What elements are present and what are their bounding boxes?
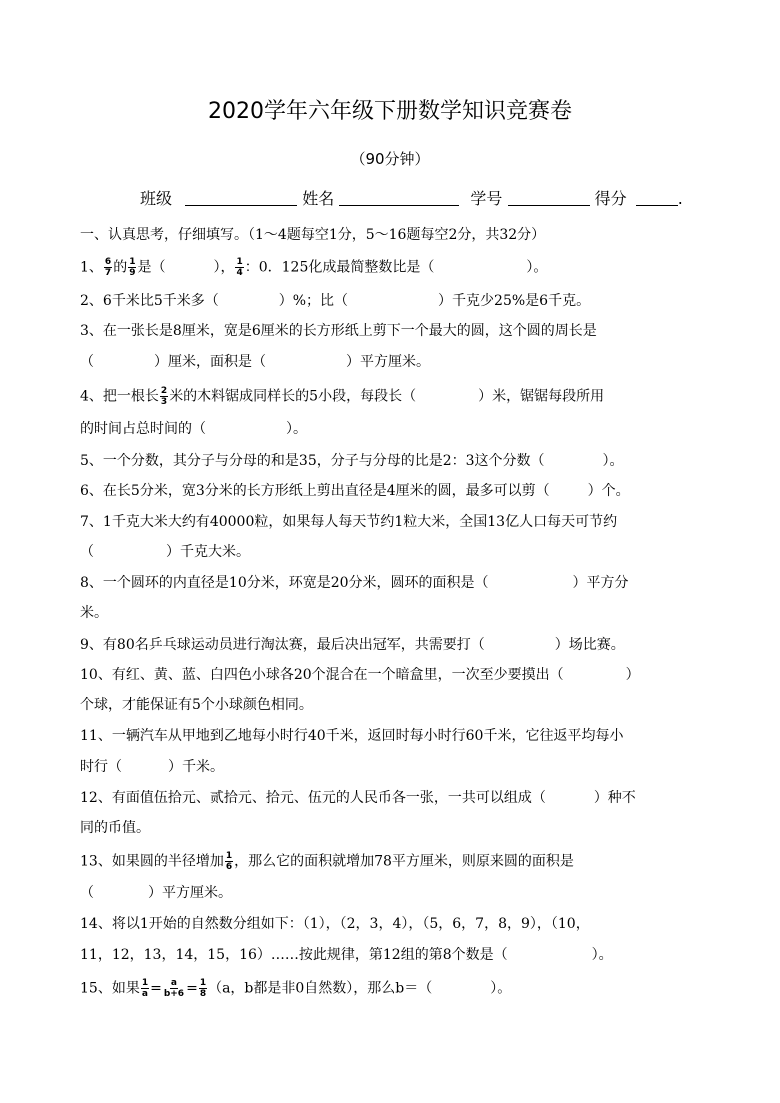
- question-10-text: 10、有红、黄、蓝、白四色小球各20个混合在一个暗盒里，一次至少要摸出（: [80, 667, 564, 683]
- question-13-text: （: [80, 885, 94, 901]
- question-11: 11、一辆汽车从甲地到乙地每小时行40千米，返回时每小时行60千米，它往返平均每小: [80, 728, 624, 744]
- question-10: [80, 666, 640, 684]
- question-13-text: ，那么它的面积就增加78平方厘米，则原来圆的面积是: [234, 853, 574, 870]
- question-1-text: ：0．125化成最简整数比是（: [244, 259, 435, 276]
- fraction-1-a: $\frac{1}{a}$: [141, 978, 149, 999]
- question-1-number: 1、: [80, 259, 103, 276]
- question-6-text: 6、在长5分米，宽3分米的长方形纸上剪出直径是4厘米的圆，最多可以剪（: [80, 483, 550, 499]
- question-12-continued: 同的币值。: [80, 820, 150, 836]
- question-5-text: ）。: [602, 453, 624, 469]
- question-15-text: （a，b都是非0自然数），那么b＝（: [208, 980, 433, 997]
- question-10-continued: 个球，才能保证有5个小球颜色相同。: [80, 697, 313, 713]
- section-heading: 一、认真思考，仔细填写。（1～4题每空1分，5～16题每空2分，共32分）: [80, 227, 546, 243]
- duration-subtitle: （90分钟）: [350, 150, 430, 168]
- question-3: 3、在一张长是8厘米，宽是6厘米的长方形纸上剪下一个最大的圆，这个圆的周长是: [80, 323, 597, 339]
- score-label: 得分: [594, 189, 627, 208]
- question-9-text: 9、有80名乒乓球运动员进行淘汰赛，最后决出冠军，共需要打（: [80, 637, 485, 653]
- name-blank[interactable]: [339, 191, 459, 206]
- name-label: 姓名: [302, 189, 335, 208]
- question-6-text: ）个。: [587, 483, 630, 499]
- class-blank[interactable]: [185, 191, 297, 206]
- question-15-text: ）。: [490, 980, 512, 997]
- question-10-text: ）: [625, 667, 640, 683]
- question-15-text: 15、如果: [80, 980, 140, 997]
- question-9: [80, 636, 625, 654]
- question-14-continued: [80, 946, 613, 964]
- question-13-text: ）平方厘米。: [148, 885, 232, 901]
- question-3-text: ）厘米，面积是（: [154, 354, 266, 370]
- question-13-continued: [80, 884, 232, 902]
- question-4-text: ）米，锯锯每段所用: [478, 388, 605, 405]
- question-7-text: ）千克大米。: [166, 544, 250, 560]
- question-1-text: ），: [213, 259, 235, 276]
- question-8-continued: 米。: [80, 605, 108, 621]
- question-4-text: 4、把一根长: [80, 388, 159, 405]
- question-1-text: 是（: [137, 259, 166, 276]
- fraction-2-3: $\frac{2}{3}$: [160, 386, 168, 407]
- question-1-text: 的: [113, 259, 128, 276]
- question-3-text: ）平方厘米。: [346, 354, 430, 370]
- question-14: 14、将以1开始的自然数分组如下：（1），（2，3，4），（5，6，7，8，9），（10，: [80, 916, 590, 932]
- question-2-text: ）千克少25%是6千克。: [438, 293, 591, 309]
- equals-sign: =: [186, 980, 198, 997]
- question-3-continued: [80, 353, 430, 371]
- question-14-text: ）。: [591, 947, 613, 963]
- question-11-continued: [80, 758, 224, 776]
- question-7: 7、1千克大米大约有40000粒，如果每人每天节约1粒大米，全国13亿人口每天可节约: [80, 514, 618, 530]
- fraction-1-6: $\frac{1}{6}$: [225, 851, 233, 872]
- question-4-continued: [80, 420, 307, 438]
- question-7-text: （: [80, 544, 94, 560]
- student-id-blank[interactable]: [508, 191, 590, 206]
- fraction-a-b6: $\frac{a}{b+6}$: [163, 978, 185, 999]
- student-id-label: 学号: [470, 189, 503, 208]
- equals-sign: =: [150, 980, 162, 997]
- class-label: 班级: [140, 189, 173, 208]
- question-3-text: （: [80, 354, 94, 370]
- end-mark: .: [677, 189, 683, 208]
- question-8-text: 8、一个圆环的内直径是10分米，环宽是20分米，圆环的面积是（: [80, 575, 489, 591]
- question-8-text: ）平方分: [572, 575, 629, 591]
- fraction-1-9: $\frac{1}{9}$: [129, 257, 136, 278]
- question-7-continued: [80, 543, 250, 561]
- question-12-text: ）种不: [593, 790, 636, 806]
- question-12-text: 12、有面值伍拾元、贰拾元、拾元、伍元的人民币各一张，一共可以组成（: [80, 790, 546, 806]
- question-4-text: 米的木料锯成同样长的5小段，每段长（: [169, 388, 417, 405]
- question-11-text: ）千米。: [168, 759, 224, 775]
- question-4-text: 的时间占总时间的（: [80, 421, 206, 437]
- question-1: [80, 257, 547, 278]
- question-6: [80, 482, 630, 500]
- question-2-text: ）%；比（: [278, 293, 349, 309]
- fraction-1-4: $\frac{1}{4}$: [236, 257, 243, 278]
- question-5-text: 5、一个分数，其分子与分母的和是35，分子与分母的比是2：3这个分数（: [80, 453, 545, 469]
- question-2: [80, 292, 590, 310]
- question-9-text: ）场比赛。: [554, 637, 625, 653]
- question-11-text: 时行（: [80, 759, 122, 775]
- fraction-1-8: $\frac{1}{8}$: [199, 978, 207, 999]
- score-blank[interactable]: [636, 191, 678, 206]
- question-12: [80, 789, 636, 807]
- question-13: [80, 851, 574, 872]
- question-1-text: ）。: [526, 259, 548, 276]
- question-13-text: 13、如果圆的半径增加: [80, 853, 224, 870]
- question-8: [80, 574, 629, 592]
- question-4: [80, 386, 604, 407]
- question-5: [80, 452, 624, 470]
- student-info-row: [140, 186, 683, 209]
- fraction-6-7: $\frac{6}{7}$: [104, 257, 112, 278]
- question-2-text: 2、6千米比5千米多（: [80, 293, 219, 309]
- page-title: 2020学年六年级下册数学知识竞赛卷: [208, 99, 572, 124]
- question-15: [80, 978, 511, 999]
- question-14-text: 11，12，13，14，15，16）……按此规律，第12组的第8个数是（: [80, 947, 508, 963]
- question-4-text: ）。: [286, 421, 307, 437]
